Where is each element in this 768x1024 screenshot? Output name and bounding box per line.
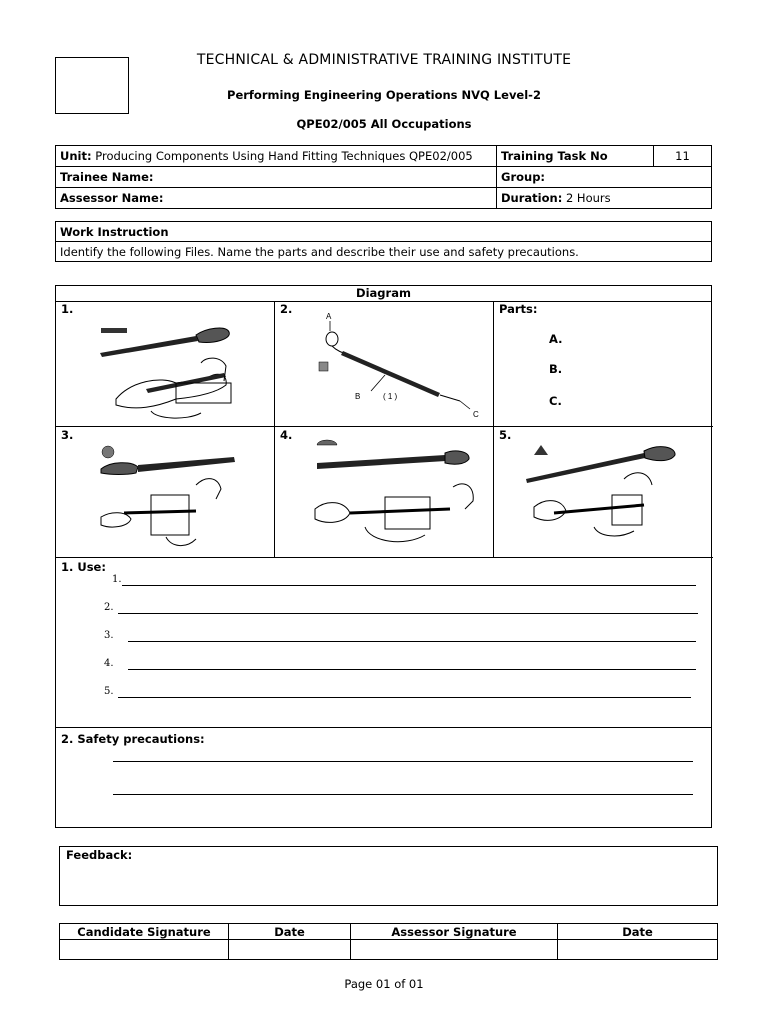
- group-cell[interactable]: [497, 167, 712, 188]
- assessor-signature-header: Assessor Signature: [351, 924, 558, 940]
- label-a: A: [326, 312, 332, 321]
- parts-label: Parts:: [499, 302, 538, 316]
- program-title: Performing Engineering Operations NVQ Level-2: [227, 88, 541, 102]
- part-b-label: B.: [549, 362, 563, 376]
- triangular-file-icon: [494, 427, 713, 558]
- label-b: B: [355, 392, 361, 401]
- safety-line-1[interactable]: [113, 761, 693, 762]
- use-item-number: 2.: [104, 602, 114, 613]
- duration-label: Duration:: [501, 191, 563, 205]
- candidate-date-field[interactable]: [229, 940, 351, 960]
- assessor-cell[interactable]: [56, 188, 497, 209]
- file-parts-icon: [275, 301, 494, 427]
- diagram-section: [55, 285, 712, 828]
- section-divider: [56, 727, 711, 728]
- duration-value: 2 Hours: [565, 191, 611, 205]
- page-number: Page 01 of 01: [344, 977, 424, 991]
- use-item-number: 3.: [104, 630, 114, 641]
- safety-label: 2. Safety precautions:: [61, 732, 205, 746]
- info-table: [55, 145, 712, 209]
- part-a-label: A.: [549, 332, 563, 346]
- diagram-cell-3: [56, 427, 275, 558]
- use-line-2[interactable]: [118, 613, 698, 614]
- cell-number: 4.: [280, 428, 293, 442]
- cell-number: 3.: [61, 428, 74, 442]
- date-header: Date: [558, 924, 718, 940]
- institute-title: TECHNICAL & ADMINISTRATIVE TRAINING INSTITUTE: [196, 52, 572, 68]
- label-one: ( 1 ): [383, 392, 398, 401]
- work-instruction-table: [55, 221, 712, 262]
- use-item-number: 4.: [104, 658, 114, 669]
- assessor-label: Assessor Name:: [60, 191, 164, 205]
- label-c: C: [473, 410, 479, 419]
- use-label: 1. Use:: [61, 560, 106, 574]
- use-line-1[interactable]: [122, 585, 696, 586]
- cell-number: 5.: [499, 428, 512, 442]
- round-file-icon: [56, 427, 275, 558]
- signature-table: [59, 923, 718, 960]
- trainee-cell[interactable]: [56, 167, 497, 188]
- cell-number: 1.: [61, 302, 74, 316]
- task-label: Training Task No: [501, 149, 608, 163]
- duration-cell: [497, 188, 712, 209]
- group-label: Group:: [501, 170, 546, 184]
- diagram-title: Diagram: [56, 286, 711, 302]
- feedback-box[interactable]: [59, 846, 718, 906]
- date-header: Date: [229, 924, 351, 940]
- safety-line-2[interactable]: [113, 794, 693, 795]
- candidate-signature-header: Candidate Signature: [60, 924, 229, 940]
- unit-label: Unit:: [60, 149, 92, 163]
- qualification-code: QPE02/005 All Occupations: [296, 117, 472, 131]
- candidate-signature-field[interactable]: [60, 940, 229, 960]
- task-label-cell: [497, 146, 654, 167]
- work-instruction-text: Identify the following Files. Name the parts and describe their use and safety precautions.: [56, 242, 712, 262]
- diagram-cell-parts: [494, 301, 713, 427]
- diagram-cell-5: [494, 427, 713, 558]
- unit-cell: [56, 146, 497, 167]
- work-instruction-label: Work Instruction: [56, 222, 712, 242]
- use-item-number: 1.: [112, 574, 122, 585]
- cell-number: 2.: [280, 302, 293, 316]
- use-line-5[interactable]: [118, 697, 691, 698]
- diagram-cell-4: [275, 427, 494, 558]
- part-c-label: C.: [549, 394, 562, 408]
- trainee-label: Trainee Name:: [60, 170, 154, 184]
- flat-file-icon: [56, 301, 275, 427]
- assessor-signature-field[interactable]: [351, 940, 558, 960]
- unit-value: Producing Components Using Hand Fitting Techniques QPE02/005: [95, 149, 473, 163]
- assessor-date-field[interactable]: [558, 940, 718, 960]
- task-value: 11: [654, 146, 712, 167]
- feedback-label: Feedback:: [66, 848, 133, 862]
- use-line-3[interactable]: [128, 641, 696, 642]
- use-line-4[interactable]: [128, 669, 696, 670]
- diagram-cell-2: [275, 301, 494, 427]
- diagram-cell-1: [56, 301, 275, 427]
- use-item-number: 5.: [104, 686, 114, 697]
- half-round-file-icon: [275, 427, 494, 558]
